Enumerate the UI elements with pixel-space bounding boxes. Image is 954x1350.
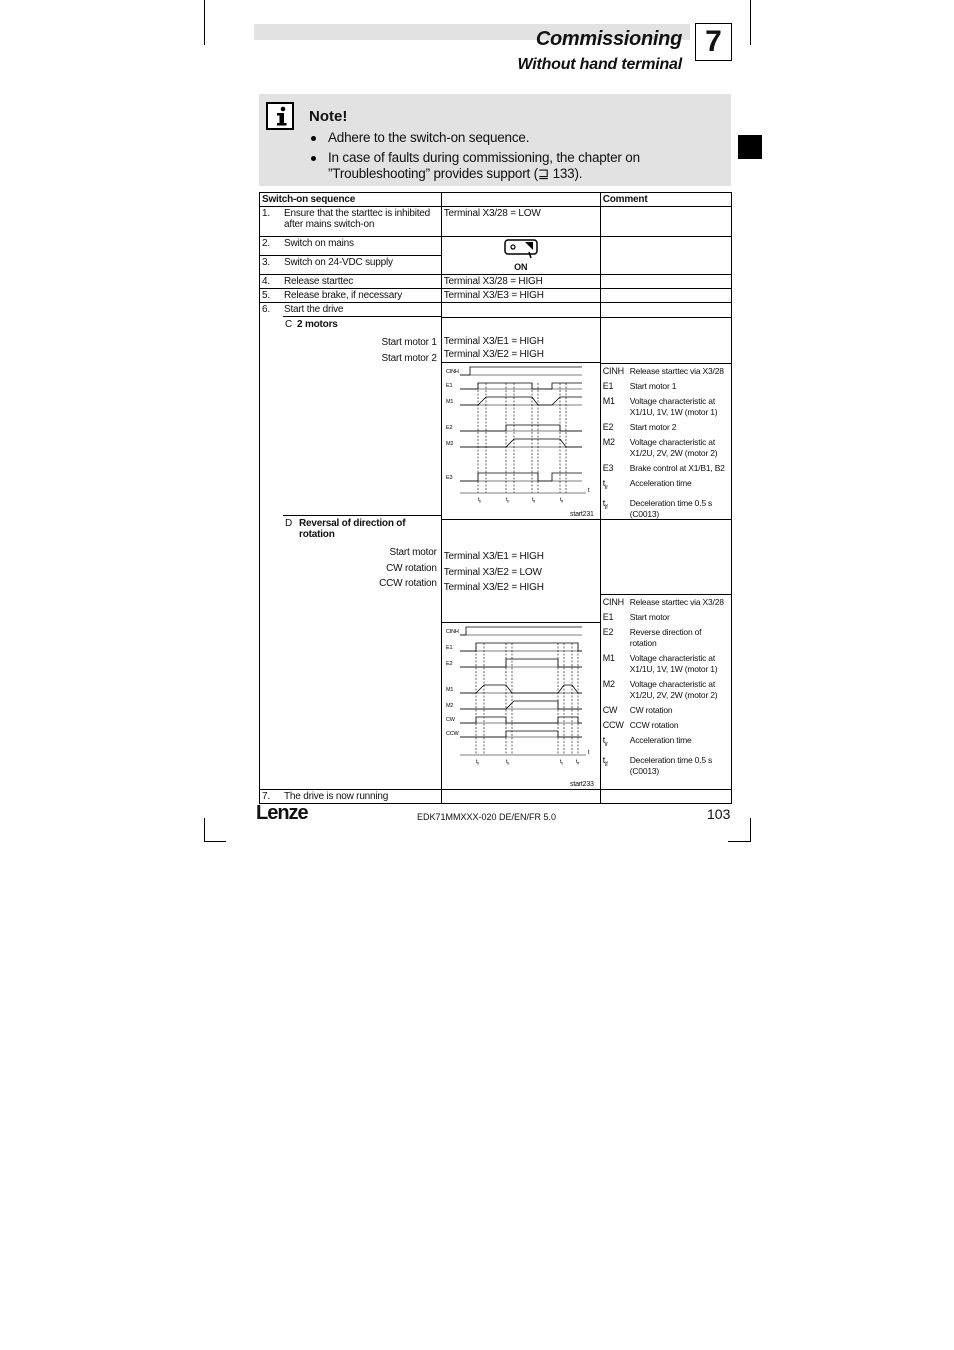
step-action: Terminal X3/E3 = HIGH — [441, 289, 600, 303]
signal-label: CINH — [445, 629, 459, 635]
column-header: Switch-on sequence — [260, 193, 442, 207]
step-number: 6. — [262, 304, 270, 315]
figure-id: start233 — [570, 781, 594, 788]
signal-trace — [460, 367, 582, 375]
note-box — [259, 94, 731, 186]
signal-label: E3 — [445, 475, 453, 481]
legend-key: E2 — [602, 422, 614, 432]
step-number: 5. — [262, 290, 270, 301]
legend-key: E2 — [602, 627, 614, 637]
step-number: 7. — [262, 791, 270, 802]
legend-entry — [603, 366, 729, 377]
crop-mark — [750, 818, 751, 842]
crop-mark — [728, 841, 750, 842]
step-number: 2. — [262, 238, 270, 249]
time-label: $t_{ir}$ — [559, 759, 563, 766]
signal-label: CCW — [445, 731, 459, 737]
timing-diagram-reversal — [442, 623, 600, 789]
case-row-label: Start motor 1 — [381, 337, 437, 348]
thumb-index-marker — [738, 135, 762, 159]
case-row-label: CCW rotation — [379, 578, 437, 589]
legend-key: E1 — [602, 381, 614, 391]
time-label: $t_{ir}$ — [505, 497, 509, 504]
column-header: Comment — [600, 193, 731, 207]
legend-key: $t_{if}$ — [602, 754, 608, 768]
crop-mark — [750, 0, 751, 45]
table-row — [260, 289, 732, 303]
legend-text: Acceleration time — [629, 735, 692, 745]
legend-key: CW — [602, 705, 618, 715]
table-header-row — [260, 193, 732, 207]
legend-key: CCW — [602, 720, 624, 730]
step-number: 1. — [262, 208, 270, 219]
legend-entry — [603, 381, 729, 392]
legend-entry — [603, 597, 729, 608]
legend-key: M2 — [602, 679, 615, 689]
lenze-logo: Lenze — [256, 802, 308, 824]
case-row-label: Start motor — [389, 547, 437, 558]
time-label: $t_{ir}$ — [475, 759, 479, 766]
legend-text: CCW rotation — [629, 720, 679, 730]
step-number: 3. — [262, 257, 270, 268]
signal-trace — [460, 627, 582, 635]
signal-label: M1 — [445, 687, 453, 693]
legend-text: Start motor 2 — [629, 422, 677, 432]
legend-key: E3 — [602, 463, 614, 473]
legend-text: Voltage characteristic at X1/2U, 2V, 2W (motor 2) — [629, 679, 718, 700]
case-row-label: Start motor 2 — [381, 353, 437, 364]
legend-key: $t_{ir}$ — [602, 735, 608, 748]
legend-entry — [603, 422, 729, 433]
signal-label: E1 — [445, 383, 453, 389]
time-label: $t_{if}$ — [559, 497, 563, 504]
chapter-number: 7 — [695, 23, 732, 61]
legend-entry — [603, 653, 729, 675]
case-row-action: Terminal X3/E2 = HIGH — [443, 582, 544, 593]
legend-entry — [603, 720, 729, 731]
step-text: Switch on 24-VDC supply — [284, 257, 393, 268]
timing-diagram-svg — [442, 623, 600, 785]
table-row — [260, 237, 732, 256]
case-letter: D — [285, 518, 293, 529]
legend-text: CW rotation — [629, 705, 673, 715]
step-number: 4. — [262, 276, 270, 287]
step-text: Release brake, if necessary — [284, 290, 402, 301]
signal-label: E1 — [445, 645, 453, 651]
step-text: The drive is now running — [284, 791, 389, 802]
step-text: Switch on mains — [284, 238, 354, 249]
legend-key: M1 — [602, 396, 615, 406]
legend-entry — [603, 437, 729, 459]
legend-text: Release starttec via X3/28 — [629, 597, 724, 607]
case-title: Reversal of direction of rotation — [299, 518, 406, 540]
document-code: EDK71MMXXX-020 DE/EN/FR 5.0 — [417, 812, 557, 822]
signal-label: CW — [445, 717, 455, 723]
legend-text: Voltage characteristic at X1/1U, 1V, 1W (motor 1) — [629, 653, 718, 674]
legend-entry — [603, 478, 729, 494]
legend-key: E1 — [602, 612, 614, 622]
step-action: Terminal X3/28 = LOW — [441, 207, 600, 237]
legend-entry — [603, 612, 729, 623]
crop-mark — [204, 0, 205, 45]
info-icon — [266, 102, 294, 130]
signal-label: E2 — [445, 425, 453, 431]
legend-text: Acceleration time — [629, 478, 692, 488]
legend-text: Deceleration time 0.5 s (C0013) — [629, 497, 713, 519]
switch-on-label: ON — [514, 262, 528, 272]
figure-id: start231 — [570, 511, 594, 518]
signal-label: E2 — [445, 661, 453, 667]
legend-key: CINH — [602, 366, 624, 376]
page-subtitle: Without hand terminal — [517, 56, 682, 73]
legend-entry — [603, 498, 729, 520]
case-row-action: Terminal X3/E2 = HIGH — [443, 349, 544, 360]
table-row — [260, 790, 732, 804]
case-row-action: Terminal X3/E1 = HIGH — [443, 336, 544, 347]
legend-entry — [603, 705, 729, 716]
axis-label: t — [587, 750, 590, 756]
axis-label: t — [587, 488, 590, 494]
legend-entry — [603, 679, 729, 701]
legend-key: $t_{ir}$ — [602, 478, 608, 491]
legend-text: Start motor — [629, 612, 670, 622]
note-bullet: In case of faults during commissioning, the chapter on ”Troubleshooting” provides support (⊒ 133). — [307, 150, 727, 182]
case-row-action: Terminal X3/E1 = HIGH — [443, 551, 544, 562]
table-row — [260, 275, 732, 289]
switch-on-icon — [503, 238, 539, 272]
legend-key: $t_{if}$ — [602, 497, 608, 511]
switch-on-table — [259, 192, 732, 804]
legend-entry — [603, 755, 729, 777]
legend-reversal — [601, 595, 731, 776]
table-row — [260, 303, 732, 790]
legend-key: M2 — [602, 437, 615, 447]
case-title: 2 motors — [297, 319, 338, 330]
legend-entry — [603, 463, 729, 474]
note-bullet: Adhere to the switch-on sequence. — [307, 130, 727, 146]
time-label: $t_{ir}$ — [477, 497, 481, 504]
step-text: Start the drive — [284, 304, 344, 315]
case-row-label: CW rotation — [386, 562, 437, 574]
legend-text: Deceleration time 0.5 s (C0013) — [629, 754, 713, 776]
legend-motors — [601, 364, 731, 520]
table-row — [260, 207, 732, 237]
legend-text: Reverse direction of rotation — [629, 627, 702, 648]
signal-label: M2 — [445, 703, 453, 709]
timing-diagram-svg — [442, 363, 600, 517]
crop-mark — [204, 818, 205, 842]
signal-label: M2 — [445, 441, 453, 447]
step-action: Terminal X3/28 = HIGH — [441, 275, 600, 289]
legend-text: Voltage characteristic at X1/2U, 2V, 2W (motor 2) — [629, 437, 718, 458]
page-title: Commissioning — [535, 28, 682, 50]
page-number: 103 — [707, 806, 731, 822]
case-letter: C — [285, 319, 293, 330]
legend-key: CINH — [602, 597, 624, 607]
timing-diagram-motors — [442, 363, 600, 520]
crop-mark — [204, 841, 226, 842]
note-list — [307, 130, 727, 186]
legend-entry — [603, 627, 729, 649]
legend-text: Release starttec via X3/28 — [629, 366, 724, 376]
time-label: $t_{if}$ — [531, 497, 535, 504]
note-title: Note! — [309, 108, 348, 125]
legend-key: M1 — [602, 653, 615, 663]
time-label: $t_{if}$ — [575, 759, 579, 766]
legend-text: Voltage characteristic at X1/1U, 1V, 1W (motor 1) — [629, 396, 718, 417]
column-header — [441, 193, 600, 207]
signal-label: M1 — [445, 399, 453, 405]
signal-label: CINH — [445, 369, 459, 375]
step-text: Ensure that the starttec is inhibited after mains switch-on — [284, 208, 431, 230]
legend-entry — [603, 735, 729, 751]
legend-text: Brake control at X1/B1, B2 — [629, 463, 725, 473]
time-label: $t_{ir}$ — [505, 759, 509, 766]
legend-text: Start motor 1 — [629, 381, 677, 391]
step-text: Release starttec — [284, 276, 354, 287]
legend-entry — [603, 396, 729, 418]
case-row-action: Terminal X3/E2 = LOW — [443, 566, 542, 578]
